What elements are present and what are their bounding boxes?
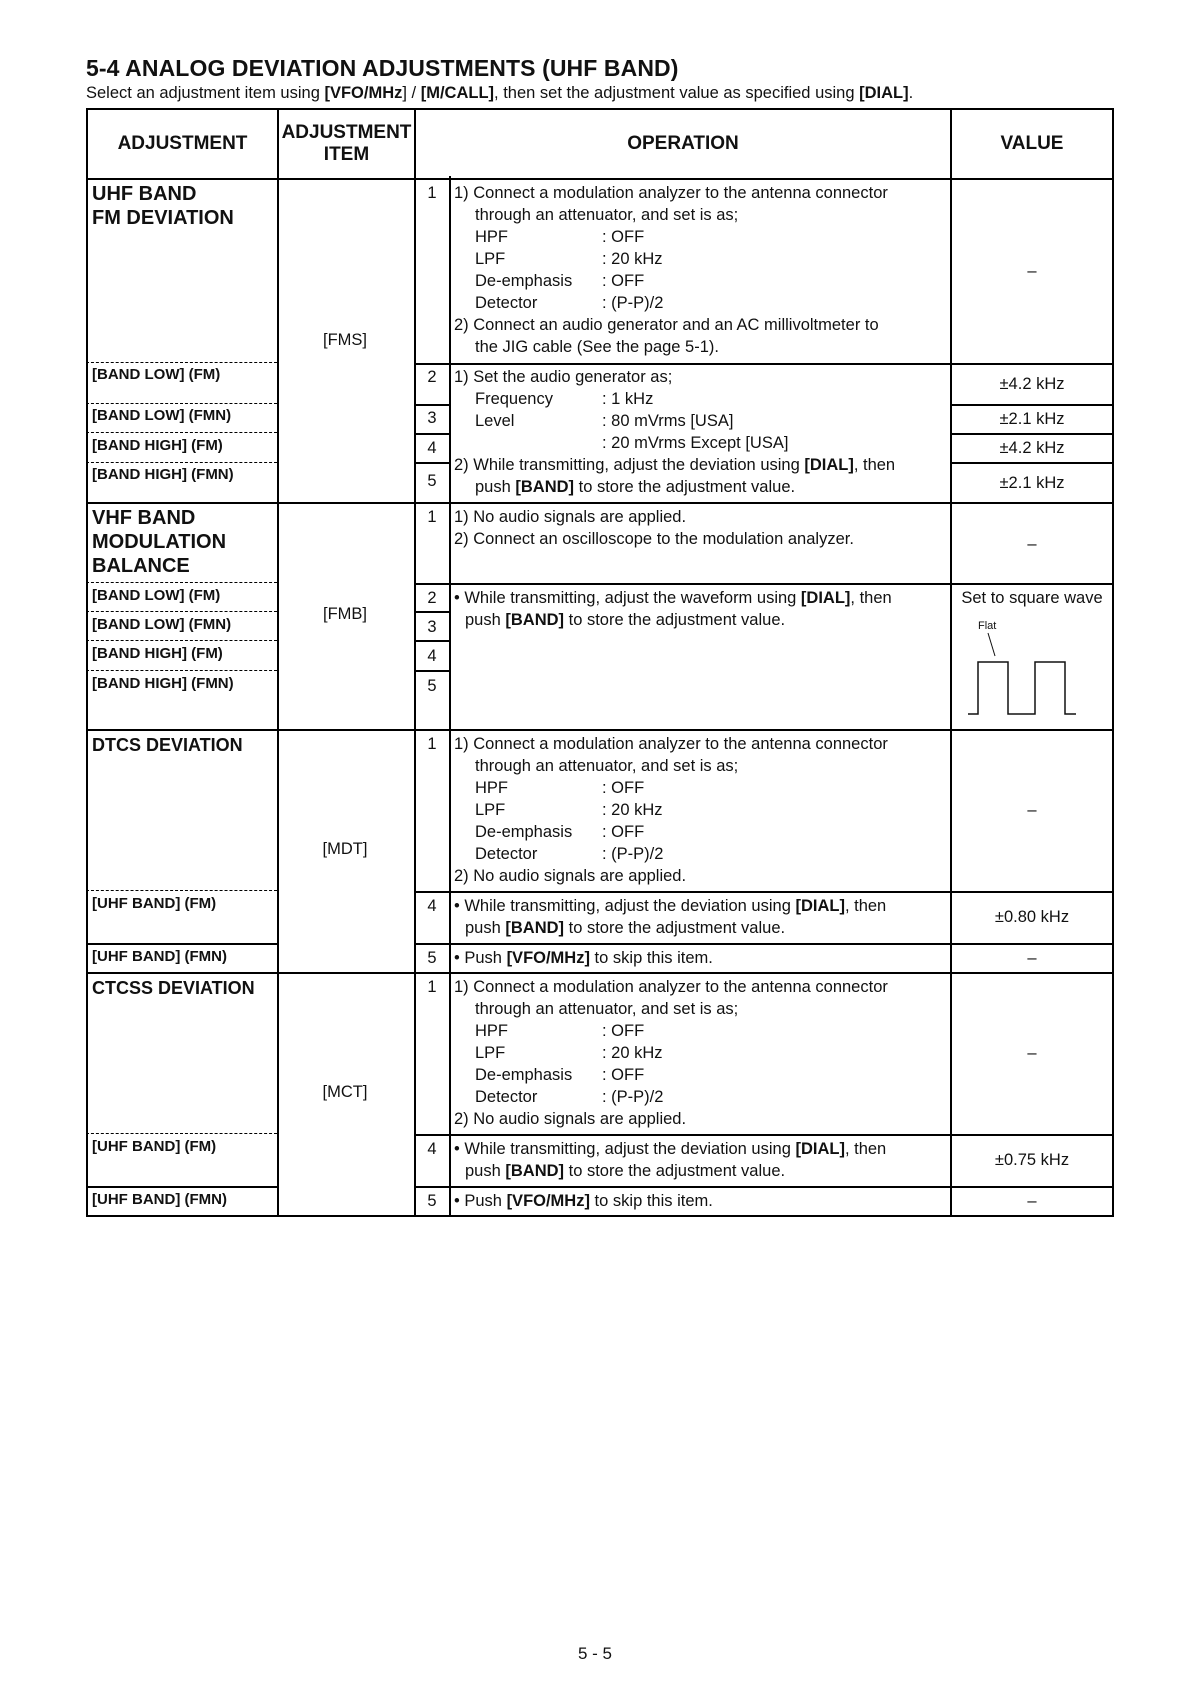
adjustment-item: [FMB] <box>323 605 367 623</box>
page-title: 5-4 ANALOG DEVIATION ADJUSTMENTS (UHF BAND) <box>86 55 679 81</box>
step-number: 5 <box>427 677 437 695</box>
step-number: 5 <box>427 1192 437 1210</box>
param-name: HPF <box>475 1022 508 1040</box>
step-number: 3 <box>427 618 437 636</box>
sub-adjustment: [UHF BAND] (FM) <box>92 895 217 912</box>
sub-adjustment: [BAND LOW] (FM) <box>92 366 221 383</box>
instruction-line <box>86 84 913 103</box>
sub-adjustment: [BAND HIGH] (FM) <box>92 645 223 662</box>
sub-adjustment: [BAND LOW] (FMN) <box>92 407 232 424</box>
section-title: VHF BAND <box>92 507 196 529</box>
row-rule <box>414 640 450 642</box>
column-rule <box>277 108 279 1217</box>
value-cell: ±2.1 kHz <box>999 410 1065 428</box>
param-value: : 20 kHz <box>602 801 663 819</box>
row-rule <box>414 1134 1114 1136</box>
row-rule <box>950 404 1114 406</box>
param-value: : OFF <box>602 1022 645 1040</box>
row-rule <box>414 404 450 406</box>
operation-text <box>465 917 785 939</box>
param-name: De-emphasis <box>475 1066 573 1084</box>
step-number: 1 <box>427 184 437 202</box>
param-name: De-emphasis <box>475 272 573 290</box>
sub-adjustment: [BAND HIGH] (FM) <box>92 437 223 454</box>
step-number: 1 <box>427 735 437 753</box>
text-run: • While transmitting, adjust the deviation using <box>454 897 796 915</box>
value-cell: – <box>1027 1192 1037 1210</box>
text-run: push <box>465 611 506 629</box>
page-number: 5 - 5 <box>577 1644 613 1663</box>
dashed-separator <box>86 1133 277 1134</box>
row-rule <box>950 462 1114 464</box>
row-rule <box>414 462 450 464</box>
value-cell: – <box>1027 535 1037 553</box>
value-cell: – <box>1027 801 1037 819</box>
text-run: • While transmitting, adjust the deviation using <box>454 1140 796 1158</box>
param-name: LPF <box>475 250 506 268</box>
value-cell: – <box>1027 262 1037 280</box>
dial-key: [DIAL] <box>795 1140 845 1158</box>
text-run: push <box>465 919 506 937</box>
param-value: : 80 mVrms [USA] <box>602 412 734 430</box>
step-number: 1 <box>427 978 437 996</box>
section-title: UHF BAND <box>92 183 197 205</box>
operation-text <box>454 454 895 476</box>
sub-adjustment: [UHF BAND] (FM) <box>92 1138 217 1155</box>
square-wave-diagram <box>968 614 1098 718</box>
step-number: 4 <box>427 439 437 457</box>
param-value: : (P-P)/2 <box>602 845 664 863</box>
row-rule <box>414 891 1114 893</box>
row-rule <box>86 1186 278 1188</box>
param-name: Level <box>475 412 515 430</box>
value-cell: ±4.2 kHz <box>999 439 1065 457</box>
value-cell: ±4.2 kHz <box>999 375 1065 393</box>
band-key: [BAND] <box>505 919 565 937</box>
text-run: • Push <box>454 949 507 967</box>
operation-text: through an attenuator, and set is as; <box>475 1000 739 1018</box>
operation-text <box>465 1160 785 1182</box>
dashed-separator <box>86 670 277 671</box>
step-number: 2 <box>427 589 437 607</box>
value-cell: ±0.75 kHz <box>994 1151 1070 1169</box>
dashed-separator <box>86 611 277 612</box>
operation-text <box>454 1190 713 1212</box>
dial-key: [DIAL] <box>804 456 854 474</box>
adjustment-item: [MCT] <box>322 1083 368 1101</box>
param-name: HPF <box>475 779 508 797</box>
band-key: [BAND] <box>505 611 565 629</box>
operation-text: through an attenuator, and set is as; <box>475 206 739 224</box>
param-name: De-emphasis <box>475 823 573 841</box>
text-run: • While transmitting, adjust the waveform using <box>454 589 801 607</box>
row-rule <box>414 363 1114 365</box>
operation-text: 1) Connect a modulation analyzer to the antenna connector <box>454 978 888 996</box>
row-rule <box>414 670 450 672</box>
row-rule <box>86 178 1114 180</box>
sub-adjustment: [UHF BAND] (FMN) <box>92 1191 227 1208</box>
operation-text: through an attenuator, and set is as; <box>475 757 739 775</box>
dial-key: [DIAL] <box>800 589 851 607</box>
instruction-text: ] / <box>402 84 421 102</box>
param-name: Frequency <box>475 390 553 408</box>
param-value: : OFF <box>602 228 645 246</box>
flat-label: Flat <box>978 620 997 632</box>
operation-text: 2) No audio signals are applied. <box>454 1110 687 1128</box>
value-cell: ±0.80 kHz <box>994 908 1070 926</box>
param-name: Detector <box>475 294 538 312</box>
adjustment-item: [FMS] <box>323 331 367 349</box>
operation-text: 1) Connect a modulation analyzer to the antenna connector <box>454 735 888 753</box>
dashed-separator <box>86 432 277 433</box>
row-rule <box>414 583 1114 585</box>
instruction-text: . <box>908 84 914 102</box>
dial-key: [DIAL] <box>859 84 909 102</box>
instruction-text: Select an adjustment item using <box>86 84 325 102</box>
operation-text <box>454 1138 886 1160</box>
header-operation: OPERATION <box>627 133 739 154</box>
vfo-key: [VFO/MHz] <box>506 949 590 967</box>
row-rule <box>86 502 1114 504</box>
text-run: , then <box>850 589 892 607</box>
operation-text <box>454 895 886 917</box>
row-rule <box>414 433 450 435</box>
param-value: : 20 kHz <box>602 250 663 268</box>
operation-text: 1) No audio signals are applied. <box>454 508 687 526</box>
step-number: 4 <box>427 647 437 665</box>
row-rule <box>86 729 1114 731</box>
dashed-separator <box>86 582 277 583</box>
header-adjustment-item <box>279 110 414 178</box>
section-title: MODULATION <box>92 531 227 553</box>
operation-text: the JIG cable (See the page 5-1). <box>475 338 719 356</box>
operation-text <box>475 476 795 498</box>
dashed-separator <box>86 890 277 891</box>
instruction-text: , then set the adjustment value as specified using <box>494 84 860 102</box>
param-name: HPF <box>475 228 508 246</box>
text-run: to store the adjustment value. <box>564 919 786 937</box>
row-rule <box>86 943 278 945</box>
flat-pointer-line <box>988 633 995 656</box>
header-value: VALUE <box>1000 133 1064 154</box>
column-rule <box>449 176 451 1217</box>
param-value: : 20 mVrms Except [USA] <box>602 434 789 452</box>
param-value: : OFF <box>602 779 645 797</box>
band-key: [BAND] <box>515 478 575 496</box>
step-number: 4 <box>427 1140 437 1158</box>
text-run: to store the adjustment value. <box>574 478 796 496</box>
sub-adjustment: [BAND HIGH] (FMN) <box>92 675 234 692</box>
param-name: Detector <box>475 1088 538 1106</box>
step-number: 5 <box>427 949 437 967</box>
operation-text <box>465 609 785 631</box>
param-name: LPF <box>475 801 506 819</box>
param-value: : OFF <box>602 823 645 841</box>
text-run: to store the adjustment value. <box>564 1162 786 1180</box>
text-run: , then <box>853 456 896 474</box>
param-value: : 1 kHz <box>602 390 654 408</box>
operation-text <box>454 587 892 609</box>
operation-text: 2) Connect an oscilloscope to the modulation analyzer. <box>454 530 854 548</box>
param-value: : (P-P)/2 <box>602 1088 664 1106</box>
value-cell: – <box>1027 1044 1037 1062</box>
text-run: 2) While transmitting, adjust the deviation using <box>454 456 805 474</box>
operation-text: 2) No audio signals are applied. <box>454 867 687 885</box>
row-rule <box>950 433 1114 435</box>
step-number: 5 <box>427 472 437 490</box>
band-key: [BAND] <box>505 1162 565 1180</box>
operation-text <box>454 947 713 969</box>
param-value: : OFF <box>602 272 645 290</box>
mcall-key: [M/CALL] <box>420 84 495 102</box>
dashed-separator <box>86 462 277 463</box>
step-number: 2 <box>427 368 437 386</box>
header-adjustment: ADJUSTMENT <box>117 133 248 154</box>
vfo-key: [VFO/MHz <box>324 84 403 102</box>
param-value: : (P-P)/2 <box>602 294 664 312</box>
operation-text: 1) Connect a modulation analyzer to the antenna connector <box>454 184 888 202</box>
text-run: to skip this item. <box>589 1192 713 1210</box>
param-name: Detector <box>475 845 538 863</box>
text-run: push <box>475 478 516 496</box>
operation-text: 2) Connect an audio generator and an AC millivoltmeter to <box>454 316 879 334</box>
text-run: to store the adjustment value. <box>564 611 786 629</box>
row-rule <box>414 1186 1114 1188</box>
row-rule <box>414 943 1114 945</box>
value-cell: – <box>1027 949 1037 967</box>
dashed-separator <box>86 362 277 363</box>
row-rule <box>414 611 450 613</box>
operation-text: 1) Set the audio generator as; <box>454 368 673 386</box>
text-run: • Push <box>454 1192 507 1210</box>
sub-adjustment: [UHF BAND] (FMN) <box>92 948 227 965</box>
param-value: : OFF <box>602 1066 645 1084</box>
dial-key: [DIAL] <box>795 897 845 915</box>
value-cell: Set to square wave <box>961 589 1103 607</box>
sub-adjustment: [BAND LOW] (FM) <box>92 587 221 604</box>
section-title: DTCS DEVIATION <box>92 735 243 755</box>
section-title: BALANCE <box>92 555 190 577</box>
section-title: FM DEVIATION <box>92 207 234 229</box>
step-number: 1 <box>427 508 437 526</box>
sub-adjustment: [BAND LOW] (FMN) <box>92 616 232 633</box>
header-item-line: ADJUSTMENT <box>281 122 412 143</box>
square-wave-trace <box>968 662 1076 714</box>
section-title: CTCSS DEVIATION <box>92 978 255 998</box>
dashed-separator <box>86 403 277 404</box>
sub-adjustment: [BAND HIGH] (FMN) <box>92 466 234 483</box>
param-value: : 20 kHz <box>602 1044 663 1062</box>
value-cell: ±2.1 kHz <box>999 474 1065 492</box>
adjustment-item: [MDT] <box>322 840 368 858</box>
text-run: , then <box>844 1140 887 1158</box>
text-run: to skip this item. <box>589 949 713 967</box>
dashed-separator <box>86 640 277 641</box>
step-number: 3 <box>427 409 437 427</box>
text-run: , then <box>844 897 887 915</box>
row-rule <box>86 972 1114 974</box>
text-run: push <box>465 1162 506 1180</box>
param-name: LPF <box>475 1044 506 1062</box>
step-number: 4 <box>427 897 437 915</box>
header-item-line: ITEM <box>323 144 370 165</box>
vfo-key: [VFO/MHz] <box>506 1192 590 1210</box>
